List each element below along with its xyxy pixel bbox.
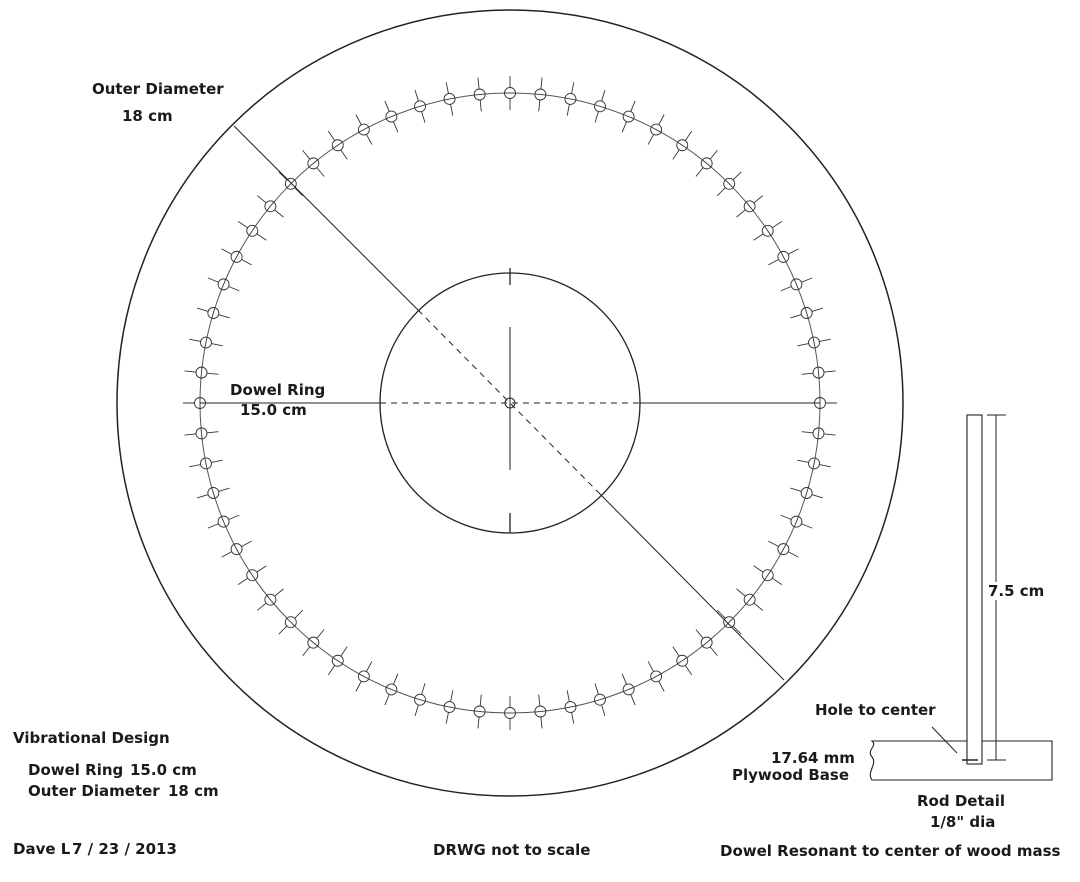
dowel-hole [768,249,798,265]
dowel-hole [736,196,762,218]
outer-diameter-line-lower [600,494,784,680]
summary-heading: Vibrational Design [13,729,170,747]
base-thickness-label: 17.64 mm [771,749,855,767]
hole-to-center-leader [932,727,957,753]
dowel-hole [535,78,546,112]
hole-to-center-label: Hole to center [815,701,936,719]
dowel-hole [189,337,222,348]
dowel-hole [189,458,222,469]
dowel-hole [781,278,812,291]
summary-outer-diameter-value: 18 cm [168,782,219,800]
dowel-hole [208,515,239,528]
dowel-hole [328,647,347,675]
rod [967,415,982,764]
dowel-hole [696,150,718,176]
dowel-hole [565,82,576,115]
dowel-hole [797,337,830,348]
dowel-hole [356,661,372,691]
dowel-hole [185,367,219,378]
outer-diameter-title: Outer Diameter [92,80,224,98]
drawing-date: 7 / 23 / 2013 [72,840,177,858]
summary-dowel-ring-label: Dowel Ring [28,761,124,779]
dowel-hole [648,661,664,691]
summary-outer-diameter-label: Outer Diameter [28,782,160,800]
outer-diameter-line-inner [418,310,600,494]
dowel-hole [505,696,516,730]
summary-dowel-ring-value: 15.0 cm [130,761,197,779]
dowel-hole [197,308,230,319]
dowel-hole [474,78,485,112]
outer-diameter-value: 18 cm [122,107,173,125]
dowel-hole [696,629,718,655]
dowel-hole [565,690,576,723]
dowel-hole [328,131,347,159]
dowel-hole [208,278,239,291]
dowel-hole [594,90,605,123]
rod-detail-label: Rod Detail [917,792,1006,810]
dowel-hole [303,150,325,176]
dowel-hole [768,541,798,557]
dowel-hole [185,428,219,439]
dowel-hole [802,367,836,378]
dowel-hole [802,428,836,439]
dowel-hole [622,674,635,705]
dowel-hole [622,101,635,132]
dowel-hole [444,82,455,115]
dowel-hole [238,221,266,240]
plywood-base-outline [870,741,1052,780]
not-to-scale-note: DRWG not to scale [433,841,591,859]
dowel-hole [797,458,830,469]
dowel-hole [790,308,823,319]
dowel-hole [781,515,812,528]
dowel-hole [197,487,230,498]
dowel-hole [444,690,455,723]
dowel-hole [385,674,398,705]
dowel-hole [673,647,692,675]
dowel-hole [594,683,605,716]
dowel-hole [257,196,283,218]
plywood-base-label: Plywood Base [732,766,849,784]
dowel-hole [535,695,546,729]
dowel-ring-title: Dowel Ring [230,381,326,399]
dowel-hole [474,695,485,729]
dowel-hole [385,101,398,132]
dowel-hole [754,221,782,240]
dowel-hole [648,115,664,145]
dowel-hole [790,487,823,498]
dowel-hole [222,541,252,557]
rod-diameter-label: 1/8" dia [930,813,996,831]
dowel-hole [356,115,372,145]
dowel-ring-value: 15.0 cm [240,401,307,419]
rod-length-label: 7.5 cm [988,582,1045,600]
dowel-hole [222,249,252,265]
dowel-hole [736,589,762,611]
dowel-hole [303,629,325,655]
dowel-hole [238,566,266,585]
dowel-hole [505,76,516,110]
dowel-hole [754,566,782,585]
dowel-hole [257,589,283,611]
author-signature: Dave L [13,840,71,858]
dowel-hole [415,683,426,716]
dowel-hole [415,90,426,123]
dowel-hole [673,131,692,159]
dowel-resonant-note: Dowel Resonant to center of wood mass [720,842,1061,860]
